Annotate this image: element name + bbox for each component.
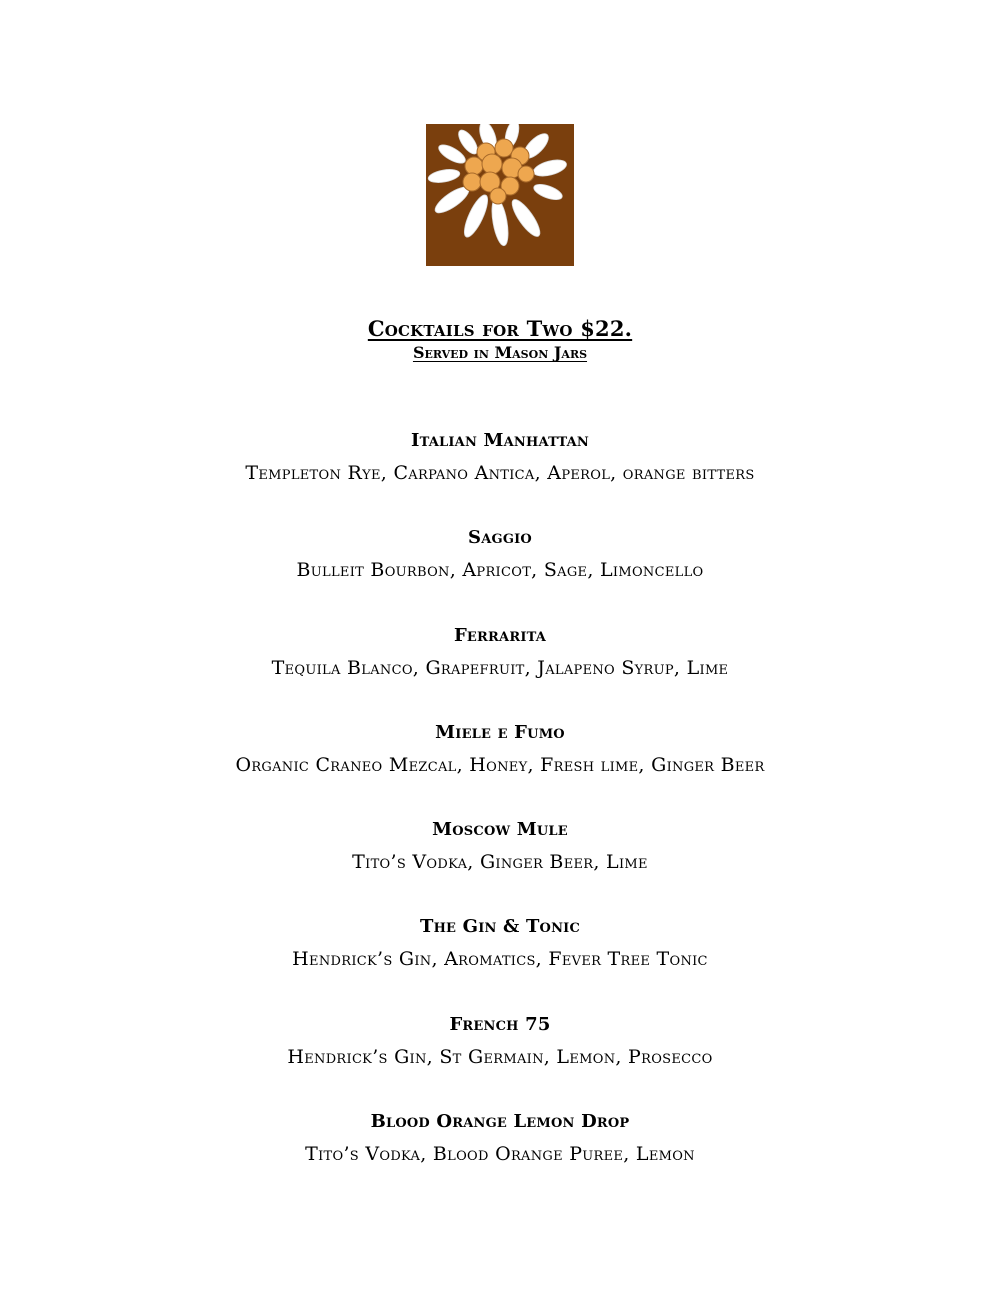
cocktail-name: Ferrarita	[453, 624, 547, 646]
cocktail-ingredients: Bulleit Bourbon, Apricot, Sage, Limoncello	[296, 559, 704, 582]
cocktail-name: French 75	[449, 1013, 551, 1035]
menu-title: Cocktails for Two $22.	[367, 316, 633, 341]
cocktail-name: Miele e Fumo	[435, 721, 565, 743]
cocktail-ingredients: Hendrick’s Gin, Aromatics, Fever Tree Tonic	[292, 948, 708, 971]
menu-item	[0, 1109, 1000, 1206]
menu-item	[0, 720, 1000, 817]
menu-item	[0, 817, 1000, 914]
restaurant-logo	[426, 124, 574, 266]
cocktail-ingredients: Tito’s Vodka, Blood Orange Puree, Lemon	[305, 1143, 695, 1166]
menu-item	[0, 428, 1000, 525]
menu-item	[0, 914, 1000, 1011]
daisy-flower-icon	[426, 124, 574, 266]
cocktail-name: The Gin & Tonic	[419, 916, 580, 938]
menu-item	[0, 623, 1000, 720]
cocktail-name: Saggio	[468, 527, 532, 549]
cocktail-ingredients: Tequila Blanco, Grapefruit, Jalapeno Syrup, Lime	[271, 656, 729, 679]
menu-subtitle: Served in Mason Jars	[412, 343, 588, 362]
cocktail-ingredients: Templeton Rye, Carpano Antica, Aperol, orange bitters	[245, 462, 755, 484]
cocktail-list	[0, 428, 1000, 1206]
cocktail-name: Moscow Mule	[432, 819, 568, 841]
menu-item	[0, 525, 1000, 622]
cocktail-ingredients: Organic Craneo Mezcal, Honey, Fresh lime, Ginger Beer	[235, 753, 765, 776]
cocktail-ingredients: Hendrick’s Gin, St Germain, Lemon, Prosecco	[287, 1045, 713, 1068]
cocktail-name: Blood Orange Lemon Drop	[370, 1111, 630, 1133]
cocktail-ingredients: Tito’s Vodka, Ginger Beer, Lime	[352, 851, 648, 874]
cocktail-name: Italian Manhattan	[410, 430, 590, 451]
menu-item	[0, 1012, 1000, 1109]
